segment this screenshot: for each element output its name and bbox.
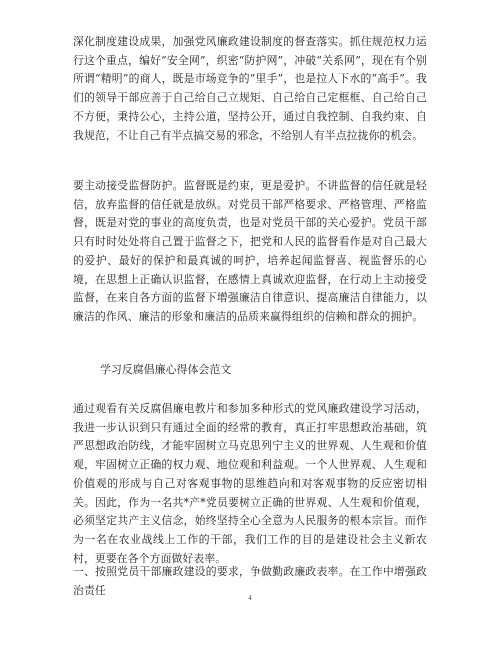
paragraph-accept-supervision: 要主动接受监督防护。监督既是约束，更是爱护。不讲监督的信任就是轻信，放弃监督的信任就是放纵。对党员干部严格要求、严格管理、严格监督，既是对党的事业的高度负责，也是对党员干部的关心爱护。党员干部只有时时处处将自己置于监督之下，把党和人民的监督看作是对自己最大的爱护、最好的保护和最真诚的呵护，培养起闻监督喜、视监督乐的心境，在思想上正确认识监督，在感情上真诚欢迎监督，在行动上主动接受监督，在来自各方面的监督下增强廉洁自律意识、提高廉洁自律能力，以廉洁的作风、廉洁的形象和廉洁的品质来赢得组织的信赖和群众的拥护。 [73,179,427,323]
section-heading: 学习反腐倡廉心得体会范文 [100,363,232,376]
page-number: 4 [248,594,252,602]
paragraph-institution-building: 深化制度建设成果，加强党风廉政建设制度的督查落实。抓住规范权力运行这个重点，编好“安全网”，织密“防护网”，冲破“关系网”，现在有个别所谓“精明”的商人，既是市场竞争的“里手”，也是拉人下水的“高手”。我们的领导干部应善于自己给自己立规矩、自己给自己定框框、自己给自己不方便，秉持公心，主持公道，坚持公开，通过自我控制、自我约束、自我规范，不让自己有半点搞交易的邪念，不给别人有半点拉拢你的机会。 [73,35,427,142]
paragraph-anti-corruption-study: 通过观看有关反腐倡廉电教片和参加多种形式的党风廉政建设学习活动，我进一步认识到只有通过全面的经常的教育，真正打牢思想政治基础，筑严思想政治防线，才能牢固树立马克思列宁主义的世界观、人生观和价值观，牢固树立正确的权力观、地位观和利益观。一个人世界观、人生观和价值观的形成与自己对客观事物的思维趋向和对客观事物的反应密切相关。因此，作为一名共*产*党员要树立正确的世界观、人生观和价值观，必须坚定共产主义信念，始终坚持全心全意为人民服务的根本宗旨。而作为一名在农业战线上工作的干部，我们工作的目的是建设社会主义新农村，更要在各个方面做好表率。 [73,402,427,565]
paragraph-party-member-requirements: 一、按照党员干部廉政建设的要求，争做勤政廉政表率。在工作中增强政治责任 [73,565,427,597]
